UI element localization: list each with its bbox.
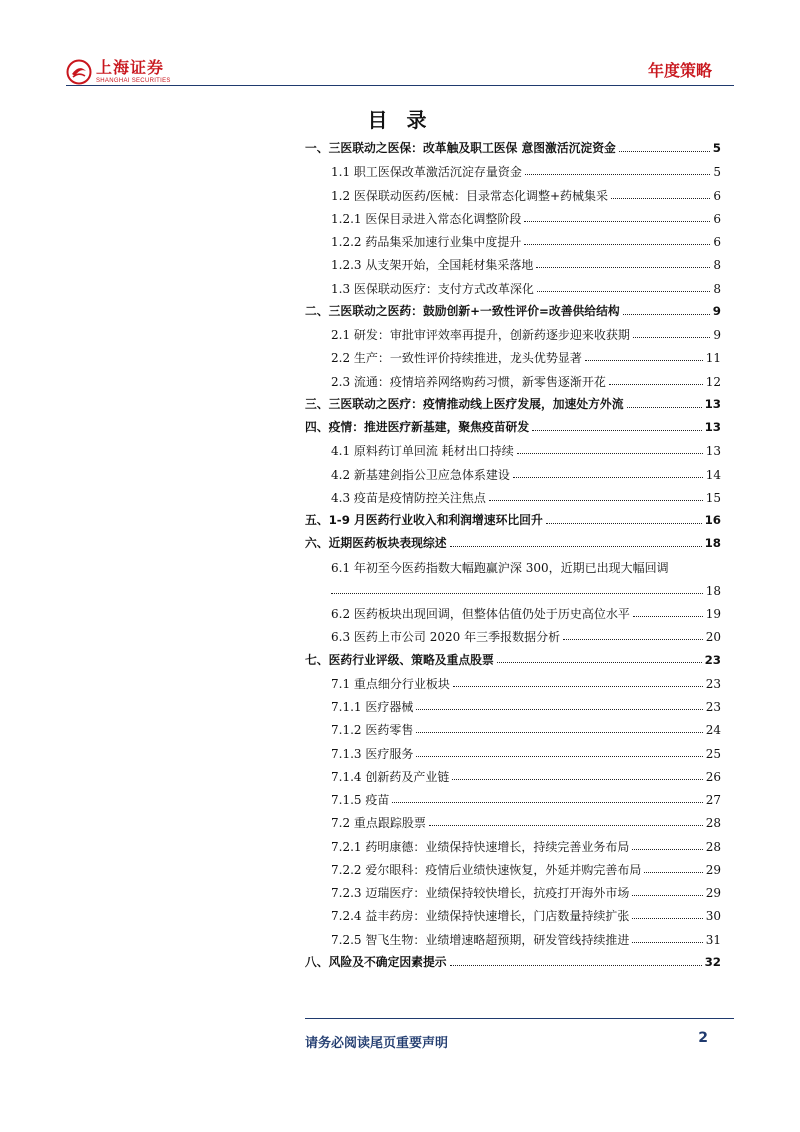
toc-entry-title: 七、医药行业评级、策略及重点股票 bbox=[305, 652, 494, 667]
toc-leader-dots bbox=[524, 221, 710, 222]
toc-entry-page: 23 bbox=[705, 676, 721, 691]
toc-entry-title: 1.3 医保联动医疗：支付方式改革深化 bbox=[331, 281, 534, 296]
toc-entry-page: 14 bbox=[705, 467, 721, 482]
toc-leader-dots bbox=[623, 314, 710, 315]
toc-leader-dots bbox=[632, 849, 702, 850]
toc-entry-title: 7.1.1 医疗器械 bbox=[331, 700, 414, 714]
toc-entry-page: 5 bbox=[712, 141, 721, 155]
toc-leader-dots bbox=[532, 430, 701, 431]
toc-leader-dots bbox=[644, 872, 702, 873]
toc-entry-title: 7.1.2 医药零售 bbox=[331, 723, 414, 738]
toc-entry[interactable] bbox=[305, 376, 721, 396]
toc-entry-title: 六、近期医药板块表现综述 bbox=[305, 536, 447, 551]
logo-english-name: SHANGHAI SECURITIES bbox=[96, 78, 171, 84]
toc-entry-title: 四、疫情：推进医疗新基建，聚焦疫苗研发 bbox=[305, 420, 530, 434]
toc-entry[interactable] bbox=[305, 724, 721, 744]
toc-entry[interactable] bbox=[305, 887, 721, 907]
toc-entry[interactable] bbox=[305, 329, 721, 349]
toc-entry[interactable] bbox=[305, 631, 721, 651]
toc-entry-title: 7.1.3 医疗服务 bbox=[331, 746, 414, 761]
toc-leader-dots bbox=[517, 453, 703, 454]
toc-entry-page: 18 bbox=[704, 536, 721, 551]
toc-entry[interactable] bbox=[305, 190, 721, 210]
toc-entry-page: 12 bbox=[705, 374, 721, 389]
toc-entry-page: 23 bbox=[705, 700, 721, 714]
toc-entry-page: 27 bbox=[705, 793, 721, 807]
toc-entry-page: 23 bbox=[704, 652, 721, 667]
toc-entry-page: 8 bbox=[713, 281, 721, 296]
toc-entry-page: 31 bbox=[705, 932, 721, 947]
toc-entry-page: 9 bbox=[713, 328, 721, 342]
toc-entry-title: 7.2.5 智飞生物：业绩增速略超预期，研发管线持续推进 bbox=[331, 932, 630, 947]
toc-entry[interactable] bbox=[305, 143, 721, 163]
toc-entry[interactable] bbox=[305, 422, 721, 442]
toc-entry[interactable] bbox=[305, 283, 721, 303]
logo-icon bbox=[66, 59, 92, 85]
toc-entry[interactable] bbox=[305, 515, 721, 535]
toc-entry[interactable] bbox=[305, 213, 721, 233]
toc-leader-dots bbox=[416, 732, 702, 733]
toc-entry[interactable] bbox=[305, 748, 721, 768]
toc-entry-page: 20 bbox=[705, 630, 721, 645]
footer-divider bbox=[305, 1018, 734, 1019]
toc-leader-dots bbox=[563, 639, 703, 640]
toc-entry-page: 29 bbox=[705, 886, 721, 900]
logo-chinese-name: 上海证券 bbox=[96, 58, 165, 77]
toc-entry[interactable] bbox=[305, 794, 721, 814]
toc-entry[interactable] bbox=[305, 864, 721, 884]
toc-entry[interactable] bbox=[305, 492, 721, 512]
toc-entry-title: 三、三医联动之医疗：疫情推动线上医疗发展，加速处方外流 bbox=[305, 396, 624, 411]
toc-heading: 目 录 bbox=[367, 108, 433, 132]
toc-entry-title: 一、三医联动之医保：改革触及职工医保 意图激活沉淀资金 bbox=[305, 141, 616, 155]
toc-entry-page: 28 bbox=[705, 816, 721, 831]
toc-leader-dots bbox=[416, 709, 702, 710]
toc-entry[interactable] bbox=[305, 259, 721, 279]
disclaimer-note: 请务必阅读尾页重要声明 bbox=[305, 1036, 449, 1051]
toc-entry-title: 2.3 流通：疫情培养网络购药习惯，新零售逐渐开花 bbox=[331, 374, 606, 389]
toc-entry[interactable] bbox=[305, 236, 721, 256]
toc-leader-dots bbox=[632, 895, 702, 896]
toc-entry[interactable] bbox=[305, 817, 721, 837]
toc-entry[interactable] bbox=[305, 166, 721, 186]
toc-leader-dots bbox=[627, 407, 702, 408]
toc-entry-title: 八、风险及不确定因素提示 bbox=[305, 954, 447, 969]
toc-leader-dots bbox=[452, 779, 702, 780]
toc-entry-page: 29 bbox=[705, 862, 721, 877]
toc-entry-page: 30 bbox=[705, 909, 721, 924]
toc-leader-dots bbox=[392, 802, 702, 803]
toc-entry-page: 15 bbox=[705, 490, 721, 505]
toc-entry-page: 13 bbox=[705, 444, 721, 459]
toc-leader-dots bbox=[536, 267, 710, 268]
toc-entry-page: 16 bbox=[704, 513, 721, 527]
toc-entry-page: 5 bbox=[713, 165, 721, 180]
toc-entry[interactable] bbox=[305, 562, 721, 609]
toc-leader-dots bbox=[525, 174, 710, 175]
toc-entry[interactable] bbox=[305, 303, 721, 326]
toc-entry-page: 8 bbox=[713, 258, 721, 273]
toc-leader-dots bbox=[450, 546, 702, 547]
toc-entry-title: 五、1-9 月医药行业收入和利润增速环比回升 bbox=[305, 513, 543, 527]
toc-entry-title: 6.2 医药板块出现回调，但整体估值仍处于历史高位水平 bbox=[331, 607, 630, 621]
toc-entry-title: 1.1 职工医保改革激活沉淀存量资金 bbox=[331, 165, 522, 180]
toc-entry[interactable] bbox=[305, 652, 721, 675]
toc-entry-title: 7.2.1 药明康德：业绩保持快速增长，持续完善业务布局 bbox=[331, 839, 630, 854]
toc-entry-page: 26 bbox=[705, 769, 721, 784]
toc-entry-title: 6.1 年初至今医药指数大幅跑赢沪深 300，近期已出现大幅回调 bbox=[331, 560, 669, 575]
company-logo bbox=[66, 59, 171, 85]
toc-entry-page: 13 bbox=[704, 420, 721, 434]
toc-leader-dots bbox=[453, 686, 703, 687]
toc-entry[interactable] bbox=[305, 445, 721, 465]
toc-leader-dots bbox=[429, 825, 703, 826]
toc-leader-dots bbox=[633, 337, 710, 338]
toc-entry-page: 28 bbox=[705, 839, 721, 854]
toc-leader-dots bbox=[619, 151, 710, 152]
toc-entry-title: 4.2 新基建剑指公卫应急体系建设 bbox=[331, 467, 510, 482]
report-type-title: 年度策略 bbox=[647, 61, 712, 80]
toc-leader-dots bbox=[489, 500, 703, 501]
toc-entry[interactable] bbox=[305, 678, 721, 698]
toc-entry-title: 1.2 医保联动医药/医械：目录常态化调整+药械集采 bbox=[331, 188, 608, 203]
toc-entry-page: 9 bbox=[712, 303, 721, 318]
toc-entry[interactable] bbox=[305, 910, 721, 930]
toc-entry-title: 2.2 生产：一致性评价持续推进，龙头优势显著 bbox=[331, 351, 582, 366]
toc-entry[interactable] bbox=[305, 841, 721, 861]
toc-entry-page: 6 bbox=[713, 188, 721, 203]
toc-entry-title: 二、三医联动之医药：鼓励创新+一致性评价=改善供给结构 bbox=[305, 303, 620, 318]
toc-entry[interactable] bbox=[305, 954, 721, 977]
toc-entry-title: 7.2.4 益丰药房：业绩保持快速增长，门店数量持续扩张 bbox=[331, 909, 630, 924]
toc-entry[interactable] bbox=[305, 538, 721, 558]
toc-entry-title: 7.1 重点细分行业板块 bbox=[331, 676, 450, 691]
toc-entry-page: 11 bbox=[705, 351, 721, 366]
toc-entry-title: 1.2.2 药品集采加速行业集中度提升 bbox=[331, 235, 522, 249]
toc-leader-dots bbox=[537, 291, 710, 292]
toc-entry[interactable] bbox=[305, 701, 721, 721]
toc-entry-title: 7.2.3 迈瑞医疗：业绩保持较快增长，抗疫打开海外市场 bbox=[331, 886, 630, 900]
toc-entry-title: 7.1.4 创新药及产业链 bbox=[331, 769, 450, 784]
toc-leader-dots bbox=[633, 616, 703, 617]
toc-entry-page: 24 bbox=[705, 723, 721, 738]
toc-leader-dots bbox=[632, 918, 702, 919]
toc-entry[interactable] bbox=[305, 396, 721, 419]
toc-entry-title: 4.3 疫苗是疫情防控关注焦点 bbox=[331, 490, 486, 505]
toc-leader-dots bbox=[416, 756, 702, 757]
toc-leader-dots bbox=[450, 965, 702, 966]
toc-entry-title: 7.1.5 疫苗 bbox=[331, 793, 390, 807]
toc-entry-title: 6.3 医药上市公司 2020 年三季报数据分析 bbox=[331, 630, 561, 645]
toc-leader-dots bbox=[609, 384, 703, 385]
toc-leader-dots bbox=[546, 523, 702, 524]
toc-entry-page: 6 bbox=[713, 211, 721, 226]
page-header bbox=[0, 0, 800, 92]
toc-entry-title: 4.1 原料药订单回流 耗材出口持续 bbox=[331, 444, 514, 459]
toc-entry-title: 7.2 重点跟踪股票 bbox=[331, 816, 426, 831]
toc-leader-dots bbox=[611, 198, 710, 199]
toc-entry-title: 7.2.2 爱尔眼科：疫情后业绩快速恢复，外延并购完善布局 bbox=[331, 862, 642, 877]
toc-entry-page: 18 bbox=[705, 583, 721, 598]
header-divider bbox=[66, 85, 734, 86]
toc-entry-title: 1.2.1 医保目录进入常态化调整阶段 bbox=[331, 211, 522, 226]
toc-leader-dots bbox=[497, 662, 702, 663]
toc-entry-page: 13 bbox=[704, 396, 721, 411]
toc-entry[interactable] bbox=[305, 771, 721, 791]
toc-entry-page: 32 bbox=[704, 954, 721, 969]
toc-entry-page: 6 bbox=[713, 235, 721, 249]
toc-entry-page: 19 bbox=[705, 607, 721, 621]
toc-leader-dots bbox=[585, 360, 703, 361]
toc-leader-dots bbox=[331, 593, 703, 594]
toc-leader-dots bbox=[524, 244, 710, 245]
page-number: 2 bbox=[698, 1030, 708, 1046]
toc-entry[interactable] bbox=[305, 934, 721, 954]
toc-entry-title: 2.1 研发：审批审评效率再提升，创新药逐步迎来收获期 bbox=[331, 328, 630, 342]
toc-entry[interactable] bbox=[305, 469, 721, 489]
toc-entry-page: 25 bbox=[705, 746, 721, 761]
toc-entry[interactable] bbox=[305, 608, 721, 628]
toc-leader-dots bbox=[513, 477, 703, 478]
toc-entry-title: 1.2.3 从支架开始，全国耗材集采落地 bbox=[331, 258, 534, 273]
toc-entry[interactable] bbox=[305, 352, 721, 372]
toc-leader-dots bbox=[632, 942, 702, 943]
